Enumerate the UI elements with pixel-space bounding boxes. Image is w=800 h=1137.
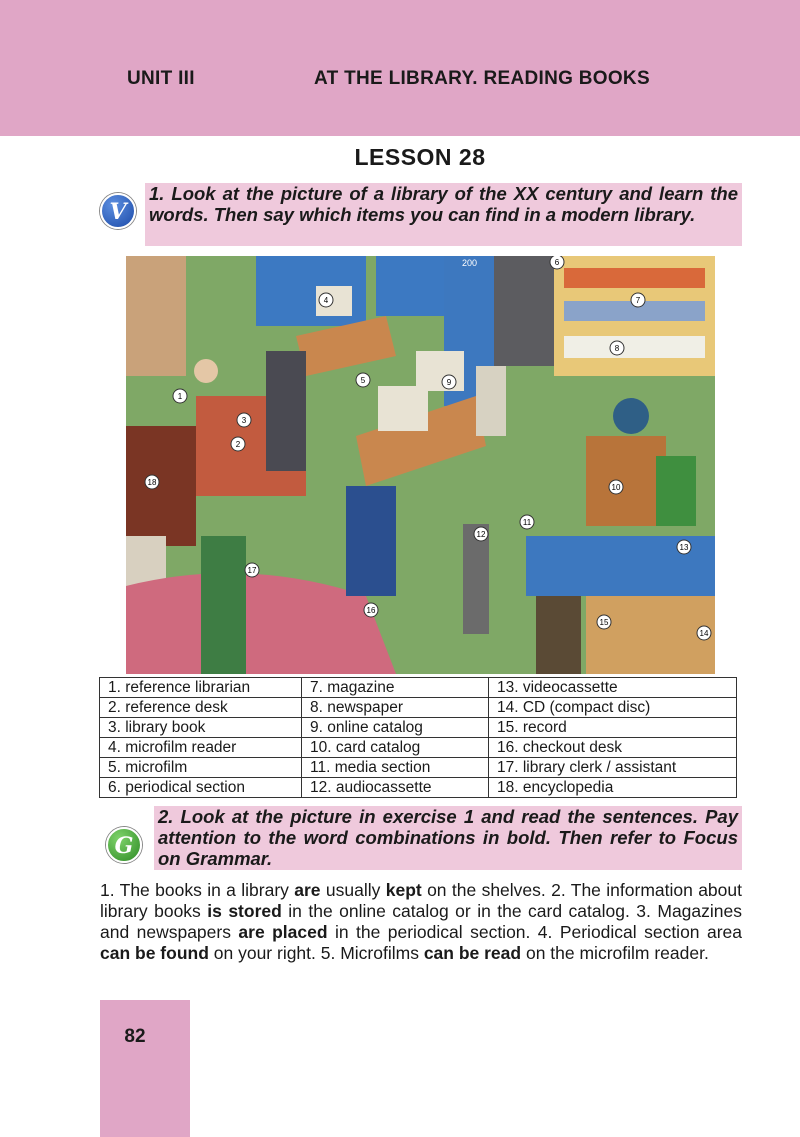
marker-6 (550, 256, 564, 269)
svg-text:14: 14 (699, 629, 709, 638)
page-number-tab (100, 1000, 190, 1137)
marker-5 (356, 373, 370, 387)
table-cell: 12. audiocassette (302, 778, 489, 798)
librarian-figure (194, 359, 218, 383)
marker-2 (231, 437, 245, 451)
table-cell: 7. magazine (302, 678, 489, 698)
svg-text:3: 3 (241, 416, 247, 425)
svg-text:10: 10 (611, 483, 621, 492)
marker-4 (319, 293, 333, 307)
table-cell: 15. record (489, 718, 737, 738)
library-illustration (126, 256, 715, 674)
magazines-row-1 (564, 268, 705, 288)
clerk-figure (201, 536, 246, 674)
encyclopedia-shelf (126, 426, 196, 546)
table-cell: 11. media section (302, 758, 489, 778)
bookshelf-back-mid (376, 256, 446, 316)
svg-text:2: 2 (235, 440, 241, 449)
globe (613, 398, 649, 434)
table-cell: 3. library book (100, 718, 302, 738)
unit-header-band (0, 0, 800, 136)
cassette-tower (463, 524, 489, 634)
sentence-text: 1. The books in a library (100, 880, 295, 900)
marker-3 (237, 413, 251, 427)
newspapers-row (564, 336, 705, 358)
table-cell: 18. encyclopedia (489, 778, 737, 798)
svg-text:1: 1 (177, 392, 183, 401)
bookshelf-dark (494, 256, 554, 366)
svg-text:18: 18 (147, 478, 157, 487)
bold-phrase: kept (385, 880, 422, 900)
table-cell: 17. library clerk / assistant (489, 758, 737, 778)
table-cell: 9. online catalog (302, 718, 489, 738)
svg-text:17: 17 (247, 566, 257, 575)
marker-16 (364, 603, 378, 617)
table-cell: 4. microfilm reader (100, 738, 302, 758)
table-cell: 6. periodical section (100, 778, 302, 798)
sentence-text: on your right. 5. Microfilms (208, 943, 424, 963)
table-cell: 2. reference desk (100, 698, 302, 718)
bold-phrase: can be found (100, 943, 209, 963)
marker-14 (697, 626, 711, 640)
table-row (100, 738, 737, 758)
marker-17 (245, 563, 259, 577)
marker-7 (631, 293, 645, 307)
sentence-text: in the online catalog or in the card catalog. 3. Magazines and newspapers (100, 901, 742, 942)
table-cell: 8. newspaper (302, 698, 489, 718)
shelf-sign: 200 (462, 258, 478, 268)
svg-text:4: 4 (323, 296, 329, 305)
marker-15 (597, 615, 611, 629)
marker-10 (609, 480, 623, 494)
sentence-text: in the periodical section. 4. Periodical section area (327, 922, 742, 942)
table-row (100, 678, 737, 698)
table-row (100, 718, 737, 738)
example-sentences (100, 880, 742, 964)
svg-text:12: 12 (476, 530, 486, 539)
unit-title: AT THE LIBRARY. READING BOOKS (314, 68, 650, 89)
svg-text:8: 8 (614, 344, 620, 353)
sentence-text: on the shelves. 2. The information about library books (100, 880, 742, 921)
svg-text:6: 6 (554, 258, 560, 267)
table-cell: 10. card catalog (302, 738, 489, 758)
sentence-text: usually (320, 880, 386, 900)
exercise-1-instruction: 1. Look at the picture of a library of the XX century and learn the words. Then say which items you can find in a modern library. (145, 183, 742, 246)
bold-phrase: are placed (238, 922, 328, 942)
man-figure (346, 486, 396, 596)
marker-9 (442, 375, 456, 389)
svg-text:5: 5 (360, 376, 366, 385)
reader-figure (476, 366, 506, 436)
table-cell: 13. videocassette (489, 678, 737, 698)
unit-label: UNIT III (127, 68, 195, 89)
patron-figure (266, 351, 306, 471)
notice-board (126, 256, 186, 376)
grammar-badge-icon: G (106, 827, 142, 863)
vocabulary-badge-icon: V (100, 193, 136, 229)
table-cell: 14. CD (compact disc) (489, 698, 737, 718)
table-cell: 5. microfilm (100, 758, 302, 778)
svg-text:16: 16 (366, 606, 376, 615)
marker-13 (677, 540, 691, 554)
old-man-figure (536, 596, 581, 674)
vocabulary-table (99, 677, 737, 798)
svg-text:9: 9 (446, 378, 452, 387)
exercise-2-instruction: 2. Look at the picture in exercise 1 and read the sentences. Pay attention to the word combinations in bold. Then refer to Focus on Grammar. (154, 806, 742, 870)
girl-figure (656, 456, 696, 526)
table-row (100, 778, 737, 798)
monitor-2 (416, 351, 464, 391)
library-scene (126, 256, 715, 674)
marker-1 (173, 389, 187, 403)
table-row (100, 758, 737, 778)
bold-phrase: is stored (207, 901, 282, 921)
lesson-title: LESSON 28 (354, 144, 486, 170)
media-table (586, 596, 715, 674)
svg-text:7: 7 (635, 296, 641, 305)
bold-phrase: are (294, 880, 321, 900)
card-catalog (586, 436, 666, 526)
marker-12 (474, 527, 488, 541)
svg-text:11: 11 (522, 518, 532, 527)
table-cell: 1. reference librarian (100, 678, 302, 698)
marker-18 (145, 475, 159, 489)
table-row (100, 698, 737, 718)
svg-text:15: 15 (599, 618, 609, 627)
bold-phrase: can be read (423, 943, 522, 963)
svg-text:13: 13 (679, 543, 689, 552)
marker-8 (610, 341, 624, 355)
table-cell: 16. checkout desk (489, 738, 737, 758)
page-number: 82 (124, 1026, 146, 1047)
monitor-1 (378, 386, 428, 431)
marker-11 (520, 515, 534, 529)
sentence-text: on the microfilm reader. (521, 943, 709, 963)
